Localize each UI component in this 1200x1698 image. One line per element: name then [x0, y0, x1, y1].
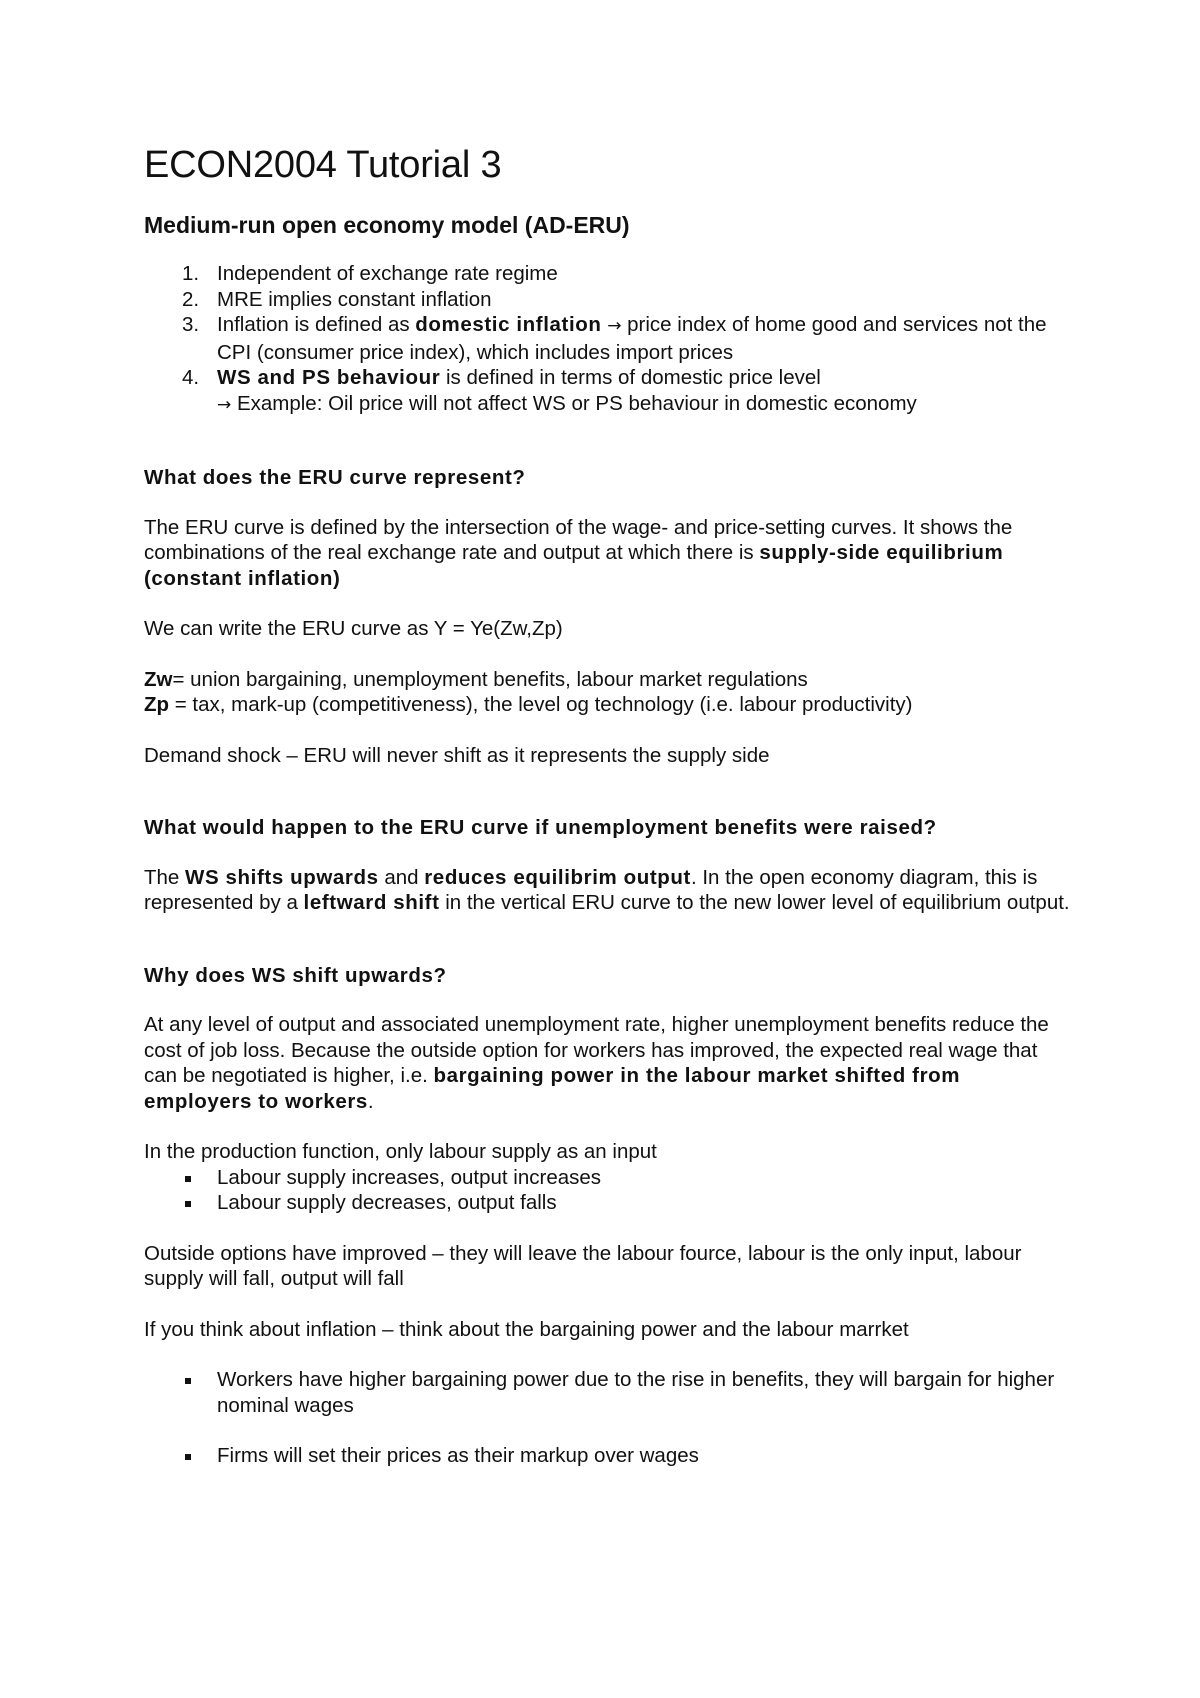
- square-bullet-icon: [185, 1378, 191, 1384]
- bold-term: bargaining power in the labour market shifted from employers to workers: [144, 1064, 961, 1113]
- bullet-list: [144, 1367, 1074, 1418]
- list-item-text: Example: Oil price will not affect WS or PS behaviour in domestic economy: [231, 391, 917, 415]
- paragraph: [144, 865, 1074, 916]
- bold-term: Zw: [144, 667, 173, 691]
- list-item-text: is defined in terms of domestic price level: [440, 366, 821, 389]
- list-item: [144, 365, 1074, 418]
- list-item: [144, 1165, 1074, 1191]
- list-item: [144, 1367, 1074, 1418]
- paragraph-text: The: [144, 865, 186, 889]
- paragraph-text: = tax, mark-up (competitiveness), the level og technology (i.e. labour productivity): [169, 693, 913, 716]
- list-number: 1.: [182, 262, 200, 285]
- paragraph: [144, 515, 1074, 592]
- arrow-right-icon: →: [217, 394, 232, 415]
- paragraph-text: = union bargaining, unemployment benefits, labour market regulations: [172, 667, 808, 691]
- list-item-text: Independent of exchange rate regime: [217, 262, 558, 285]
- question-heading: What does the ERU curve represent?: [144, 466, 526, 489]
- list-item: [144, 287, 1074, 313]
- question-heading: What would happen to the ERU curve if unemployment benefits were raised?: [144, 816, 937, 839]
- list-item-text: MRE implies constant inflation: [217, 287, 492, 311]
- bold-term: supply-side equilibrium (constant inflation): [144, 541, 1004, 590]
- paragraph: We can write the ERU curve as Y = Ye(Zw,Zp): [144, 617, 563, 640]
- square-bullet-icon: [185, 1176, 191, 1182]
- paragraph-text: in the vertical ERU curve to the new lower level of equilibrium output.: [439, 891, 1070, 914]
- paragraph-text: and: [378, 865, 425, 889]
- square-bullet-icon: [185, 1454, 191, 1460]
- paragraph: In the production function, only labour supply as an input: [144, 1140, 657, 1163]
- list-number: 3.: [182, 313, 200, 336]
- paragraph: Demand shock – ERU will never shift as it represents the supply side: [144, 743, 770, 767]
- list-item: [144, 312, 1074, 365]
- page-title: ECON2004 Tutorial 3: [144, 144, 502, 186]
- paragraph-text: . In the open economy diagram, this is represented by a: [144, 865, 1038, 914]
- document-page: [144, 143, 1074, 1469]
- bullet-list: [144, 1443, 1074, 1469]
- bold-term: WS and PS behaviour: [217, 366, 441, 389]
- list-item: [144, 1443, 1074, 1469]
- paragraph: [144, 1012, 1074, 1114]
- model-assumptions-list: [144, 261, 1074, 418]
- paragraph-text: .: [367, 1089, 374, 1113]
- section-heading-model: Medium-run open economy model (AD-ERU): [144, 212, 630, 238]
- list-item-text: price index of home good and services not the CPI (consumer price index), which includes import prices: [217, 313, 1047, 364]
- paragraph-text: At any level of output and associated unemployment rate, higher unemployment benefits reduce the cost of job loss. Because the outside option for workers has improved, the expected real wage that can be negotiated is higher, i.e.: [144, 1013, 1049, 1087]
- paragraph: [144, 667, 1074, 718]
- list-item: [144, 1190, 1074, 1216]
- list-item-text: Labour supply decreases, output falls: [217, 1191, 557, 1214]
- question-heading: Why does WS shift upwards?: [144, 963, 447, 987]
- bold-term: leftward shift: [303, 891, 440, 914]
- bold-term: domestic inflation: [415, 313, 602, 336]
- bullet-list: [144, 1165, 1074, 1216]
- list-item-text: Labour supply increases, output increases: [217, 1165, 602, 1189]
- square-bullet-icon: [185, 1201, 191, 1207]
- bold-term: reduces equilibrim output: [424, 865, 691, 889]
- paragraph: If you think about inflation – think about the bargaining power and the labour marrket: [144, 1317, 909, 1341]
- arrow-right-icon: →: [607, 316, 622, 336]
- list-item-text: Firms will set their prices as their markup over wages: [217, 1444, 699, 1467]
- bold-term: WS shifts upwards: [185, 865, 379, 889]
- paragraph-text: The ERU curve is defined by the intersection of the wage- and price-setting curves. It shows the combinations of the real exchange rate and output at which there is: [144, 515, 1013, 564]
- list-item: [144, 261, 1074, 287]
- list-number: 4.: [182, 366, 200, 389]
- list-item-text: Inflation is defined as: [217, 313, 416, 336]
- list-item-text: Workers have higher bargaining power due to the rise in benefits, they will bargain for higher nominal wages: [217, 1368, 1055, 1417]
- paragraph: Outside options have improved – they will leave the labour fource, labour is the only input, labour supply will fall, output will fall: [144, 1241, 1022, 1290]
- bold-term: Zp: [144, 693, 170, 716]
- list-number: 2.: [182, 287, 200, 311]
